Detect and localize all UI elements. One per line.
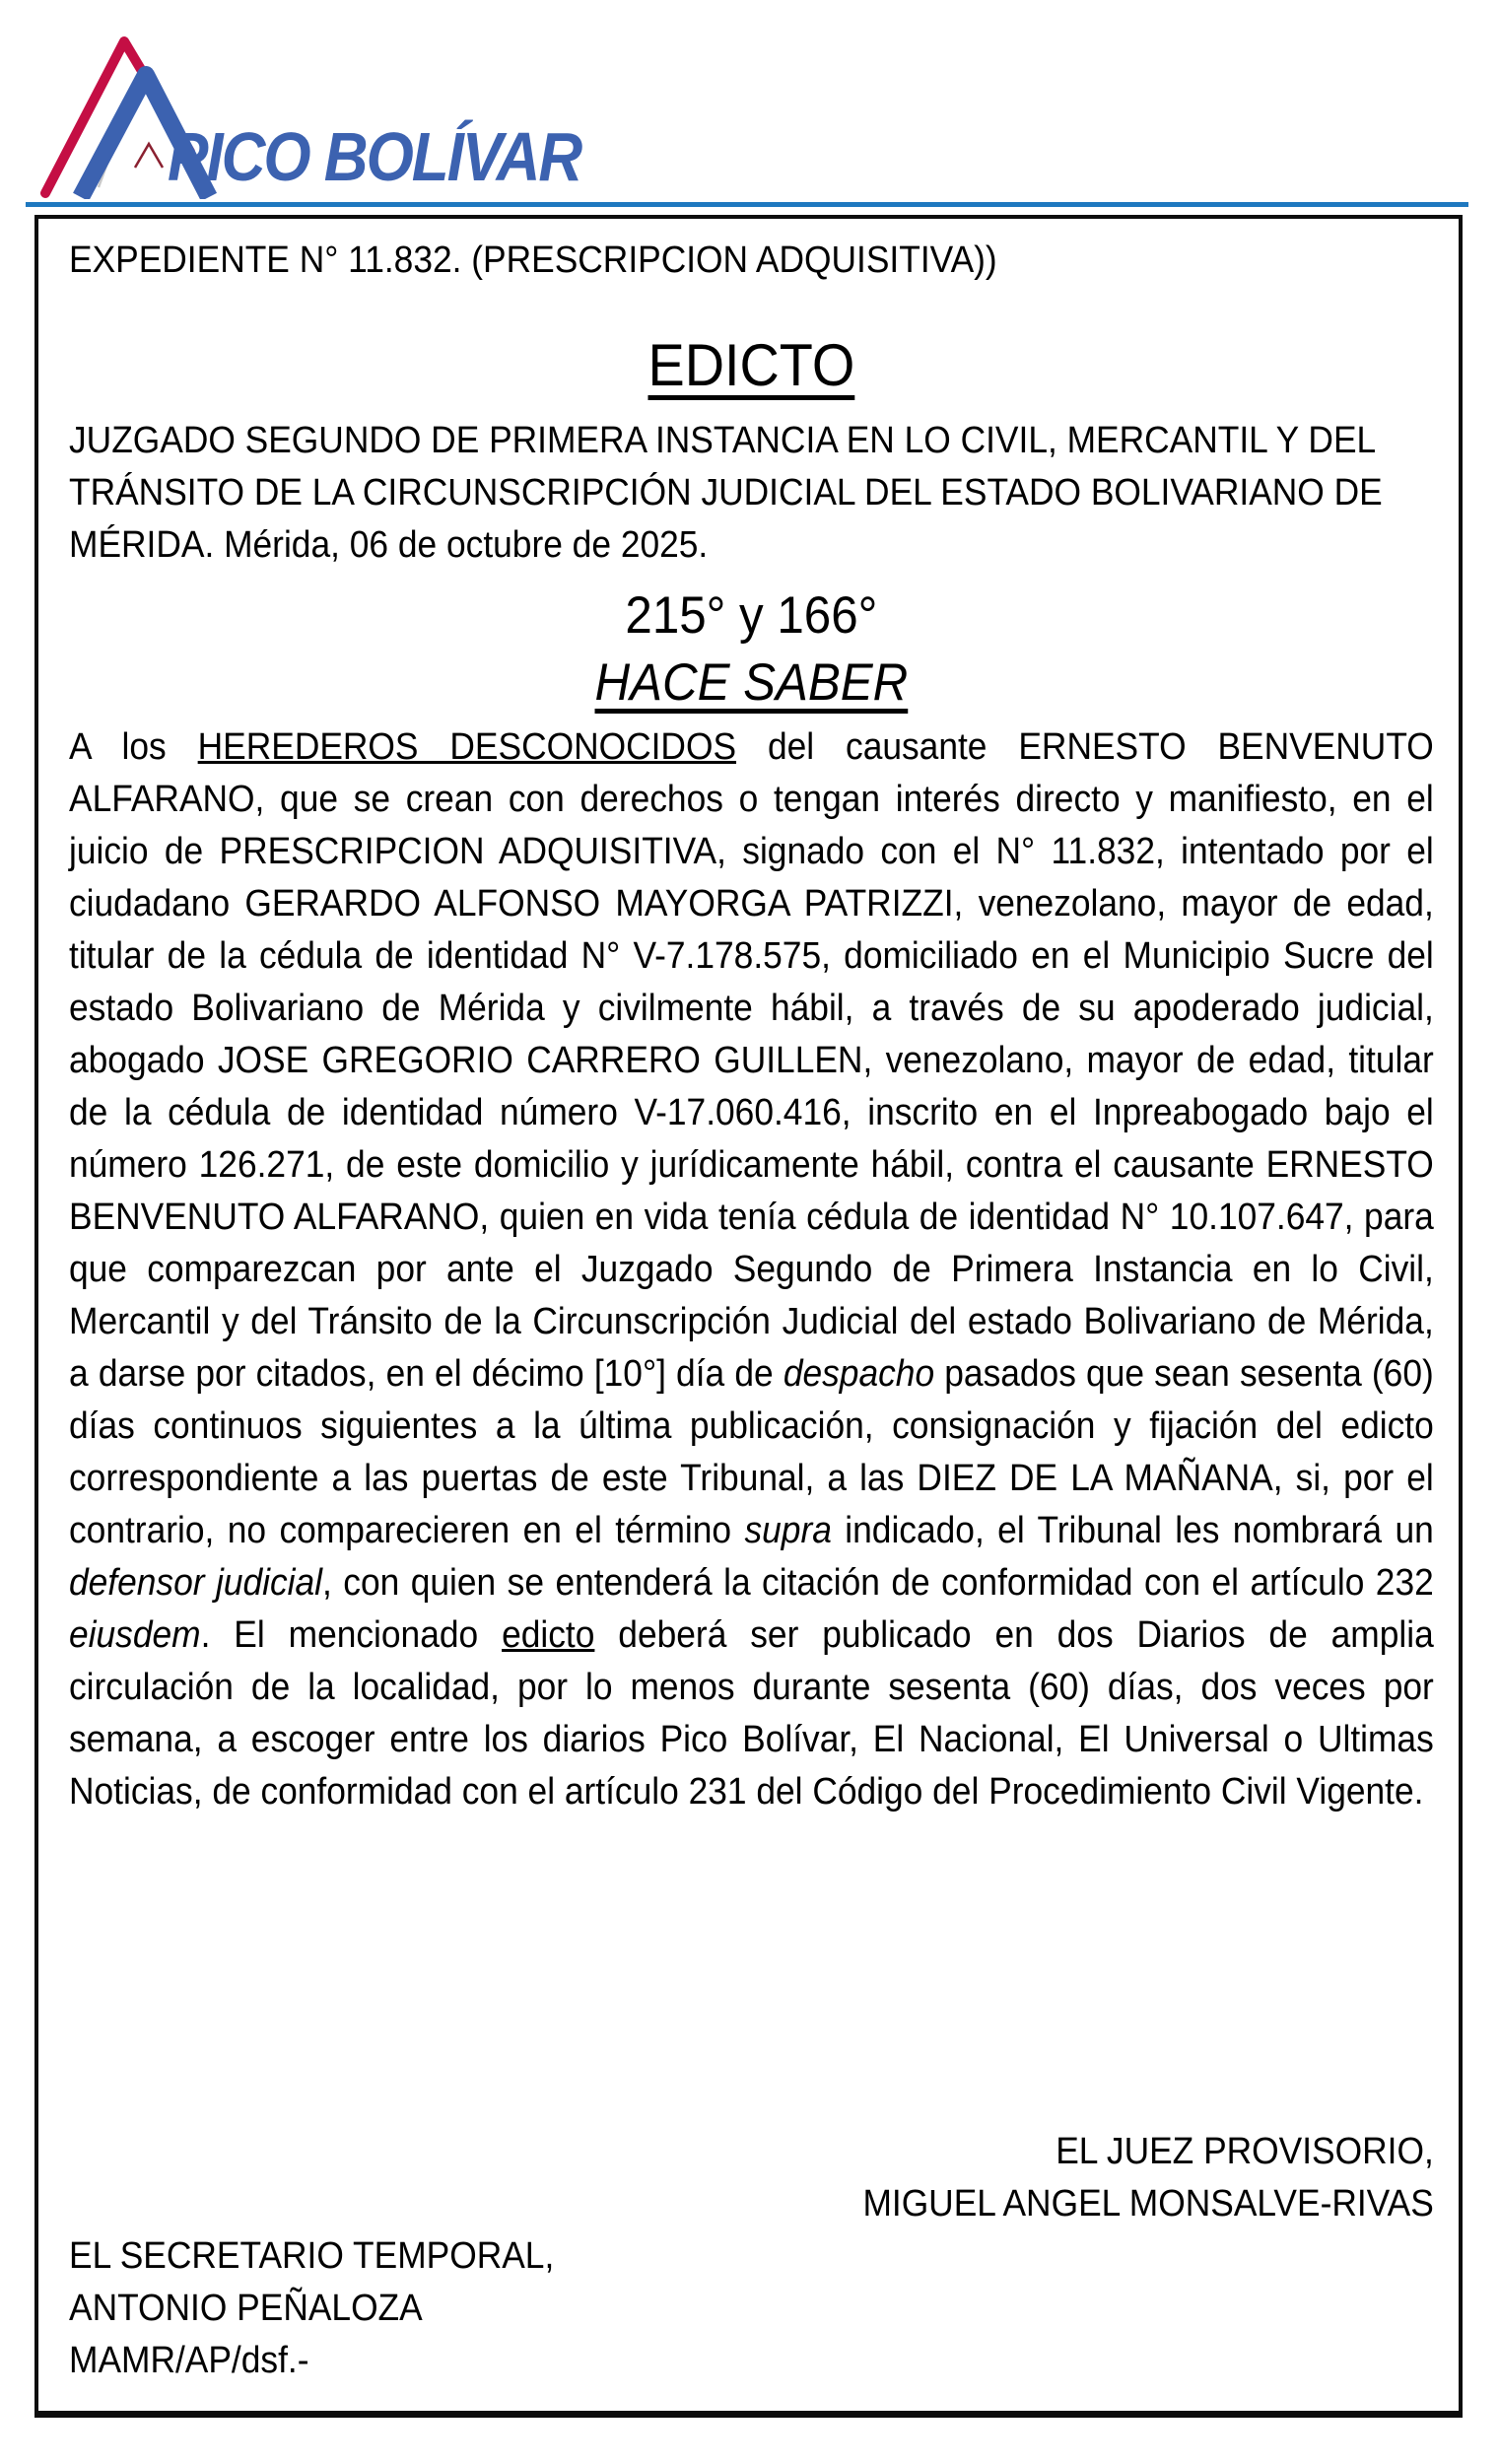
judge-name: MIGUEL ANGEL MONSALVE-RIVAS	[862, 2183, 1434, 2224]
newspaper-masthead	[0, 0, 1499, 202]
edict-content	[69, 231, 1434, 2393]
court-heading-paragraph: JUZGADO SEGUNDO DE PRIMERA INSTANCIA EN LO CIVIL, MERCANTIL Y DEL TRÁNSITO DE LA CIRCUNSCRIPCIÓN JUDICIAL DEL ESTADO BOLIVARIANO DE MÉRIDA. Mérida, 06 de octubre de 2025.	[69, 420, 1383, 566]
masthead-divider-line	[26, 202, 1468, 207]
edict-title: EDICTO	[647, 332, 855, 398]
signature-section	[69, 2126, 1434, 2393]
edict-frame	[34, 215, 1463, 2418]
edict-body-paragraph: A los HEREDEROS DESCONOCIDOS del causante ERNESTO BENVENUTO ALFARANO, que se crean con derechos o tengan interés directo y manifiesto, en el juicio de PRESCRIPCION ADQUISITIVA, signado con el N° 11.832, intentado por el ciudadano GERARDO ALFONSO MAYORGA PATRIZZI, venezolano, mayor de edad, titular de la cédula de identidad N° V-7.178.575, domiciliado en el Municipio Sucre del estado Bolivariano de Mérida y civilmente hábil, a través de su apoderado judicial, abogado JOSE GREGORIO CARRERO GUILLEN, venezolano, mayor de edad, titular de la cédula de identidad número V-17.060.416, inscrito en el Inpreabogado bajo el número 126.271, de este domicilio y jurídicamente hábil, contra el causante ERNESTO BENVENUTO ALFARANO, quien en vida tenía cédula de identidad N° 10.107.647, para que comparezcan por ante el Juzgado Segundo de Primera Instancia en lo Civil, Mercantil y del Tránsito de la Circunscripción Judicial del estado Bolivariano de Mérida, a darse por citados, en el décimo [10°] día de despacho pasados que sean sesenta (60) días continuos siguientes a la última publicación, consignación y fijación del edicto correspondiente a las puertas de este Tribunal, a las DIEZ DE LA MAÑANA, si, por el contrario, no comparecieren en el término supra indicado, el Tribunal les nombrará un defensor judicial, con quien se entenderá la citación de conformidad con el artículo 232 eiusdem. El mencionado edicto deberá ser publicado en dos Diarios de amplia circulación de la localidad, por lo menos durante sesenta (60) días, dos veces por semana, a escoger entre los diarios Pico Bolívar, El Nacional, El Universal o Ultimas Noticias, de conformidad con el artículo 231 del Código del Procedimiento Civil Vigente.	[69, 726, 1434, 1813]
anniversary-years-line: 215° y 166°	[625, 586, 878, 645]
secretary-name: ANTONIO PEÑALOZA	[69, 2288, 423, 2329]
hace-saber-heading: HACE SABER	[594, 653, 909, 712]
secretary-title: EL SECRETARIO TEMPORAL,	[69, 2235, 555, 2277]
brand-wordmark: PICO BOLÍVAR	[168, 119, 581, 196]
pico-bolivar-logo	[39, 30, 591, 199]
expediente-line: EXPEDIENTE N° 11.832. (PRESCRIPCION ADQUISITIVA))	[69, 240, 997, 281]
judge-title: EL JUEZ PROVISORIO,	[1056, 2131, 1434, 2172]
file-reference: MAMR/AP/dsf.-	[69, 2340, 309, 2381]
